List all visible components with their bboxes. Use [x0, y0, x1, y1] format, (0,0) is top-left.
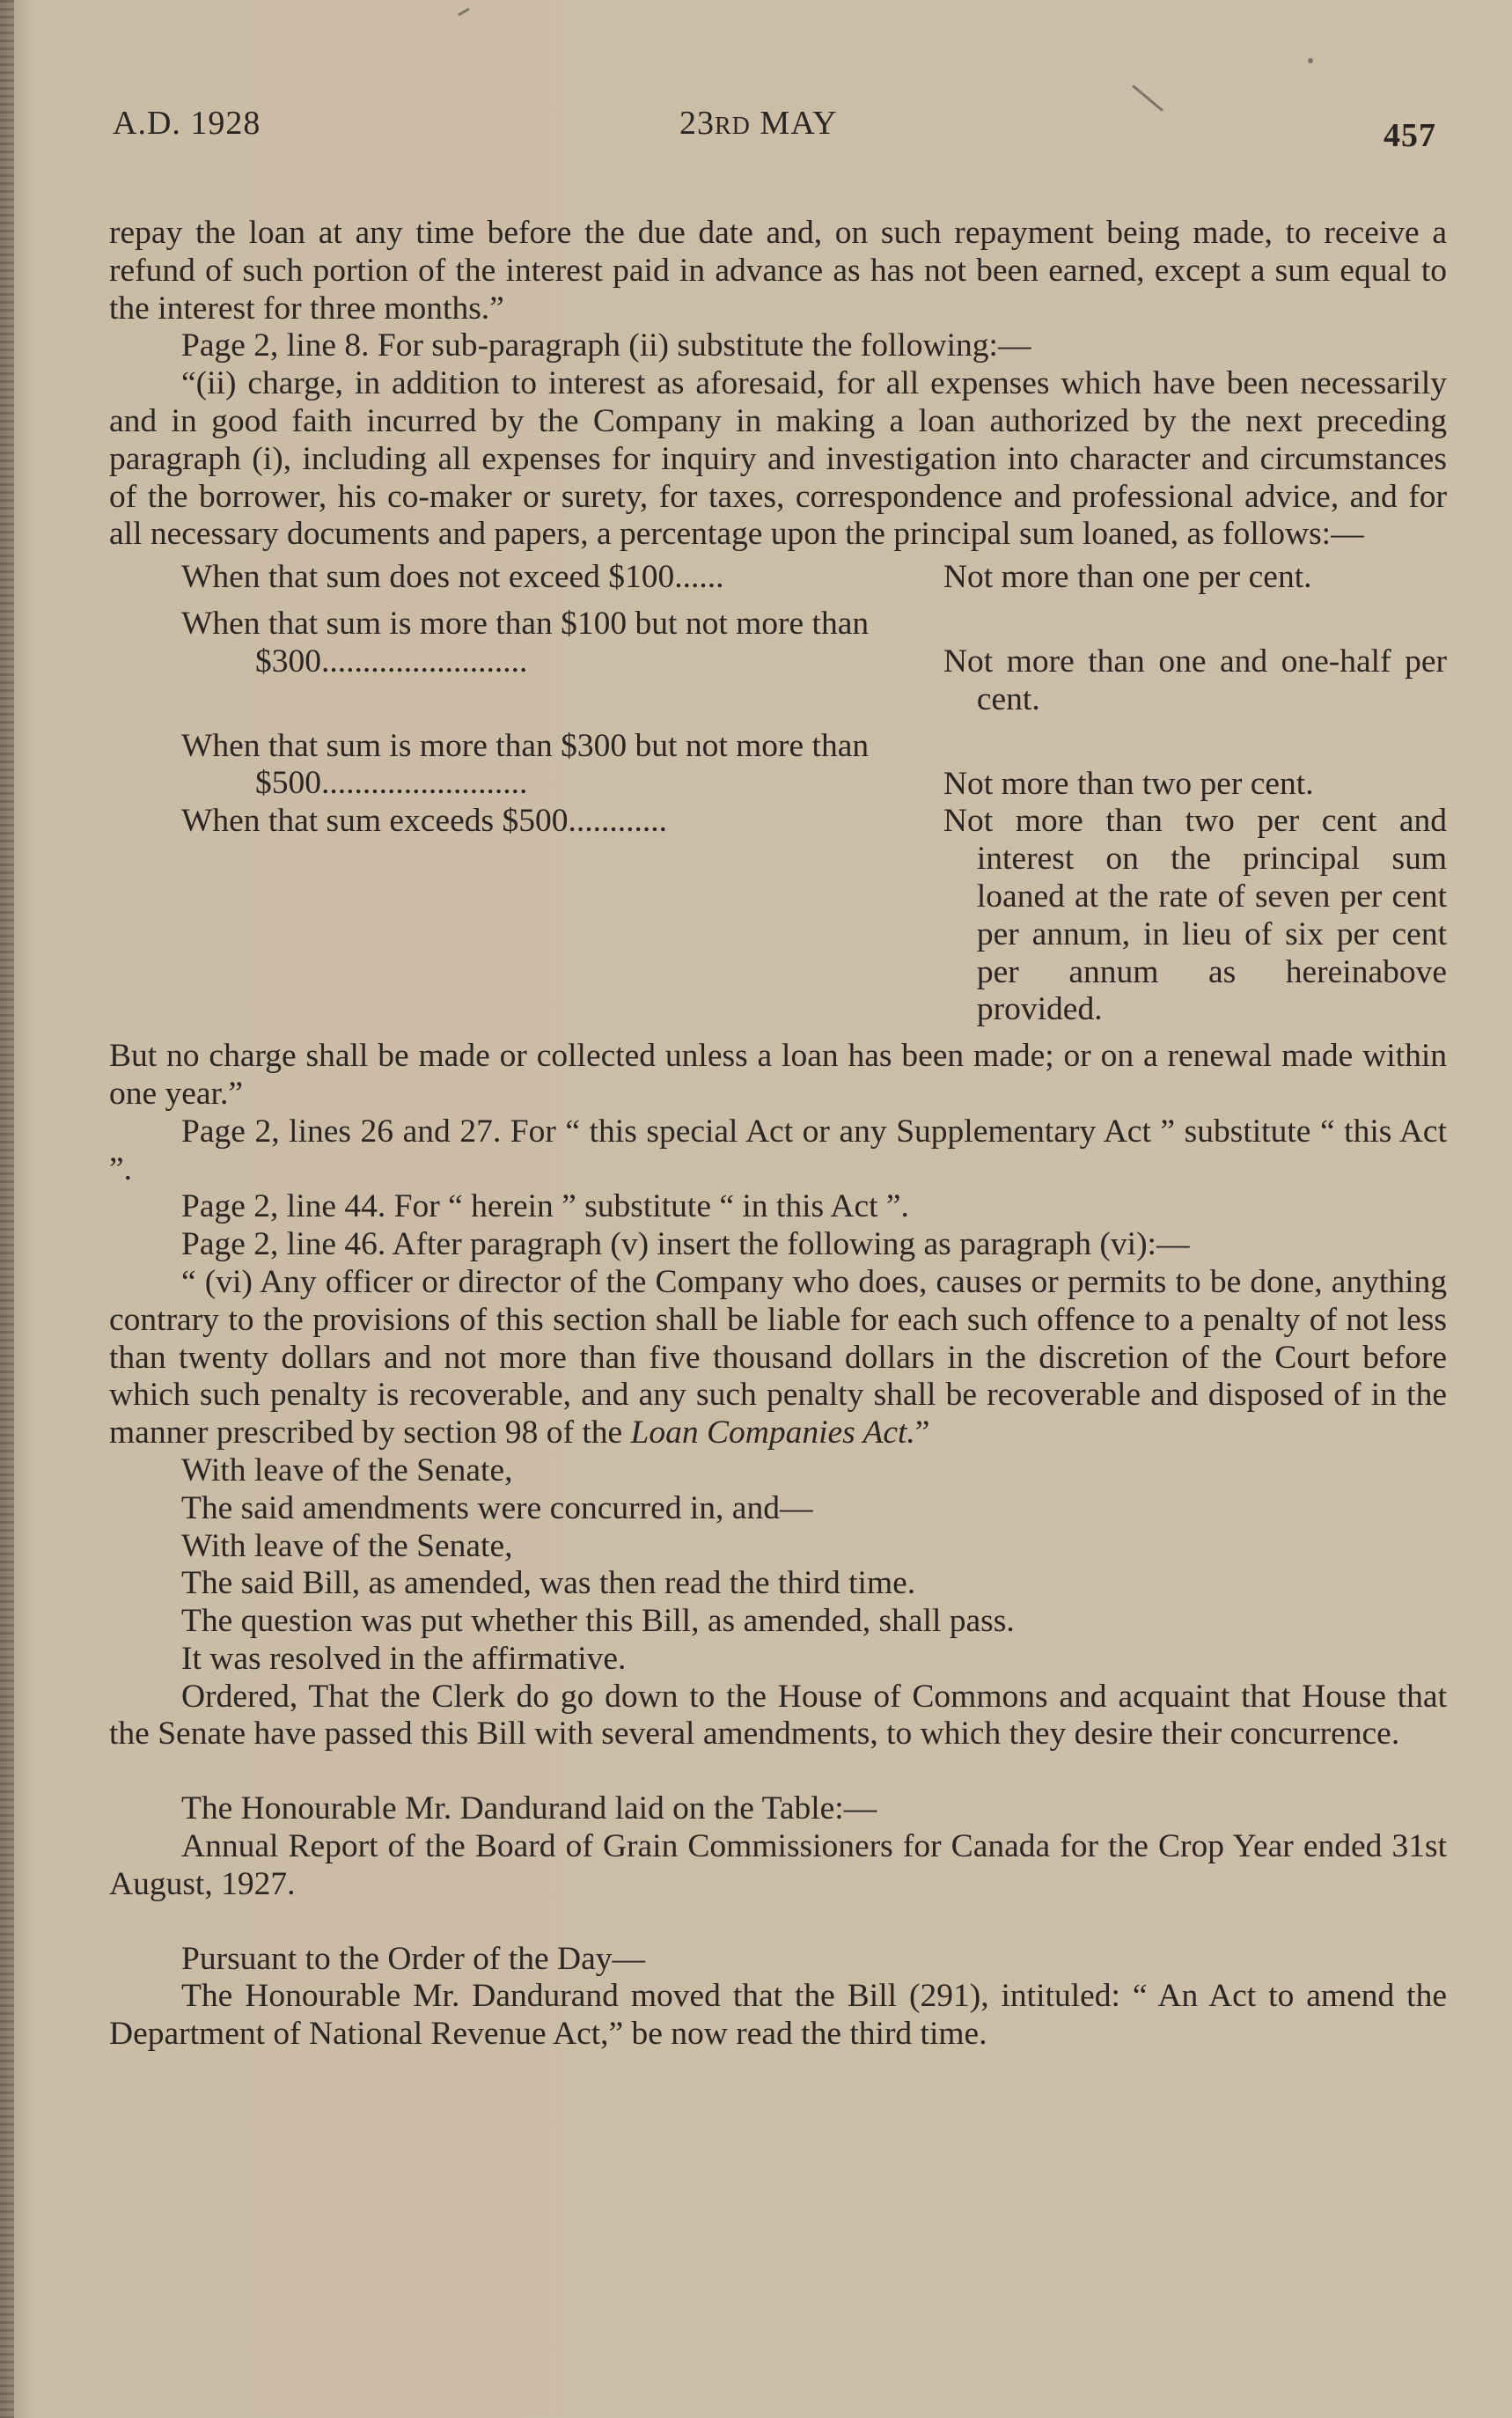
- paragraph: repay the loan at any time before the due date and, on such repayment being made, to receive a refund of such portion of the interest paid in advance as has not been earned, except a sum equal to the interest for three months.”: [109, 215, 1447, 327]
- paragraph-text: “ (vi) Any officer or director of the Company who does, causes or permits to be done, anything contrary to the provisions of this section shall be liable for each such offence to a penalty of not less than twenty dollars and not more than five thousand dollars in the discretion of the Court before which such penalty is recoverable, and any such penalty shall be recoverable and disposed of in the manner prescribed by section 98 of the: [109, 1263, 1447, 1452]
- fee-charge: Not more than one per cent.: [943, 559, 1312, 596]
- page-binding-edge: [0, 0, 14, 2418]
- paragraph: With leave of the Senate,: [181, 1452, 513, 1488]
- fee-condition: When that sum is more than $300 but not more than $500.........................: [181, 727, 870, 802]
- paragraph: But no charge shall be made or collected unless a loan has been made; or on a renewal made within one year.”: [109, 1038, 1447, 1112]
- paragraph: Pursuant to the Order of the Day—: [181, 1940, 645, 1977]
- paragraph: With leave of the Senate,: [181, 1527, 513, 1564]
- ink-speck: [1308, 58, 1313, 63]
- page-body: [109, 215, 1447, 2054]
- paragraph: The Honourable Mr. Dandurand moved that the Bill (291), intituled: “ An Act to amend the Department of National Revenue Act,” be now read the third time.: [109, 1978, 1447, 2053]
- fee-charge: Not more than two per cent and interest on the principal sum loaned at the rate of seven per cent per annum, in lieu of six per cent per annum as hereinabove provided.: [943, 803, 1447, 1028]
- paragraph: Page 2, lines 26 and 27. For “ this special Act or any Supplementary Act ” substitute “ this Act ”.: [109, 1113, 1447, 1187]
- act-title: Loan Companies Act.: [630, 1415, 915, 1452]
- page-number: 457: [1384, 117, 1436, 154]
- paragraph: Annual Report of the Board of Grain Commissioners for Canada for the Crop Year ended 31st August, 1927.: [109, 1828, 1447, 1902]
- header-date-month: MAY: [750, 105, 838, 142]
- fee-schedule-table: [181, 559, 1447, 1029]
- fee-row: [181, 559, 1447, 597]
- paragraph: The said amendments were concurred in, and—: [181, 1489, 813, 1526]
- fee-row: [181, 728, 1447, 804]
- paragraph: Ordered, That the Clerk do go down to the House of Commons and acquaint that House that the Senate have passed this Bill with several amendments, to which they desire their concurrence.: [109, 1678, 1447, 1753]
- paragraph: Page 2, line 46. After paragraph (v) insert the following as paragraph (vi):—: [181, 1226, 1190, 1263]
- fee-charge: Not more than two per cent.: [943, 765, 1314, 802]
- page-header: [0, 104, 1512, 157]
- header-date: [679, 104, 838, 143]
- header-date-suffix: RD: [715, 113, 751, 140]
- fee-condition: When that sum exceeds $500............: [181, 803, 667, 840]
- paragraph: The question was put whether this Bill, as amended, shall pass.: [181, 1603, 1015, 1640]
- fee-condition: When that sum is more than $100 but not more than $300.........................: [181, 605, 870, 680]
- fee-charge: Not more than one and one-half per cent.: [943, 643, 1447, 717]
- section-gap: [109, 1904, 1447, 1941]
- paragraph: The said Bill, as amended, was then read the third time.: [181, 1565, 916, 1602]
- paragraph: Page 2, line 44. For “ herein ” substitute “ in this Act ”.: [181, 1188, 909, 1225]
- paragraph: It was resolved in the affirmative.: [181, 1640, 627, 1677]
- section-gap: [109, 1753, 1447, 1790]
- paragraph: The Honourable Mr. Dandurand laid on the Table:—: [181, 1790, 877, 1827]
- header-year: A.D. 1928: [113, 105, 261, 142]
- paragraph: Page 2, line 8. For sub-paragraph (ii) substitute the following:—: [181, 327, 1031, 364]
- fee-row: [181, 606, 1447, 719]
- fee-row: [181, 803, 1447, 1029]
- header-date-number: 23: [679, 105, 715, 142]
- closing-quote: ”: [914, 1415, 930, 1452]
- paragraph: [109, 1264, 1447, 1452]
- paragraph: “(ii) charge, in addition to interest as aforesaid, for all expenses which have been necessarily and in good faith incurred by the Company in making a loan authorized by the next preceding paragraph (i), including all expenses for inquiry and investigation into character and circumstances of the borrower, his co-maker or surety, for taxes, correspondence and professional advice, and for all necessary documents and papers, a percentage upon the principal sum loaned, as follows:—: [109, 365, 1447, 553]
- fee-condition: When that sum does not exceed $100......: [181, 559, 724, 596]
- ink-speck: [458, 8, 470, 17]
